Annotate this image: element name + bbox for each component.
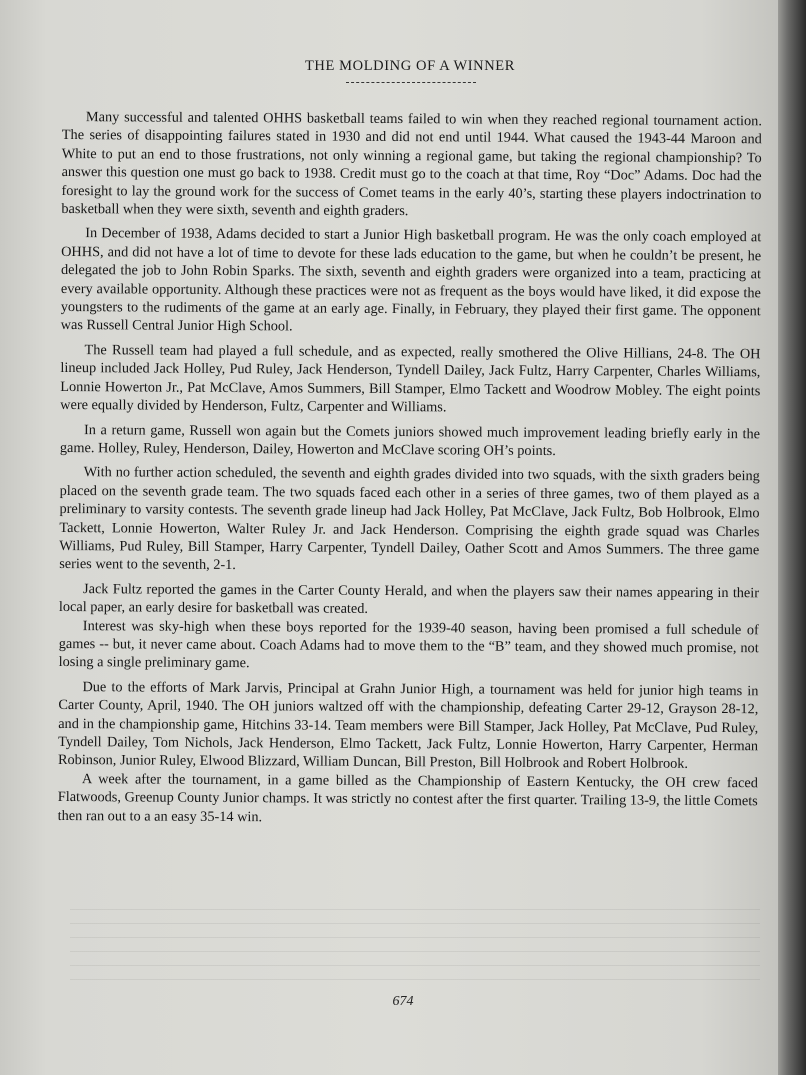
book-spine-edge: [778, 0, 806, 1075]
title-underline: [346, 82, 476, 83]
show-through-texture: [70, 900, 760, 980]
paragraph: In December of 1938, Adams decided to start a Junior High basketball program. He was the only coach employed at OHHS, and did not have a lot of time to devote for these lads education to the game, but when he couldn’t be present, he delegated the job to John Robin Sparks. The sixth, seventh and eighth graders were organized into a team, practicing at every available opportunity. Although these practices were not as frequent as the boys would have liked, it did expose the youngsters to the rudiments of the game at an early age. Finally, in February, they played their first game. The opponent was Russell Central Junior High School.: [60, 225, 762, 335]
paragraph: In a return game, Russell won again but the Comets juniors showed much improvement leading briefly early in the game. Holley, Ruley, Henderson, Dailey, Howerton and McClave scoring OH’s points.: [59, 421, 761, 459]
page-title: THE MOLDING OF A WINNER: [304, 58, 516, 74]
paragraph: Interest was sky-high when these boys reported for the 1939-40 season, having been promised a full schedule of games -- but, it never came about. Coach Adams had to move them to the “B” team, and they showed much promise, not losing a single preliminary game.: [58, 617, 759, 672]
paragraph: Jack Fultz reported the games in the Carter County Herald, and when the players saw their names appearing in their local paper, an early desire for basketball was created.: [58, 580, 760, 618]
paragraph: Many successful and talented OHHS basketball teams failed to win when they reached regional tournament action. The series of disappointing failures stated in 1930 and did not end until 1944. What caused the 1943-44 Maroon and White to put an end to those frustrations, not only winning a regional game, but taking the regional championship? To answer this question one must go back to 1938. Credit must go to the coach at that time, Roy “Doc” Adams. Doc had the foresight to lay the ground work for the success of Comet teams in the early 40’s, starting these players indoctrination to basketball when they were sixth, seventh and eighth graders.: [61, 109, 762, 220]
paragraph: Due to the efforts of Mark Jarvis, Principal at Grahn Junior High, a tournament was held for junior high teams in Carter County, April, 1940. The OH juniors waltzed off with the championship, defeating Carter 29-12, Grayson 28-12, and in the championship game, Hitchins 33-14. Team members were Bill Stamper, Jack Holley, Pat McClave, Pud Ruley, Tyndell Dailey, Tom Nichols, Jack Henderson, Elmo Tackett, Jack Fultz, Lonnie Howerton, Harry Carpenter, Herman Robinson, Junior Ruley, Elwood Blizzard, William Duncan, Bill Preston, Bill Holbrook and Robert Holbrook.: [57, 678, 759, 773]
page-number: 674: [392, 994, 414, 1009]
paragraph: With no further action scheduled, the seventh and eighth grades divided into two squads, with the sixth graders being placed on the seventh grade team. The two squads faced each other in a series of three games, two of them played as a preliminary to varsity contests. The seventh grade lineup had Jack Holley, Pat McClave, Jack Fultz, Bob Holbrook, Elmo Tackett, Lonnie Howerton, Walter Ruley Jr. and Jack Henderson. Comprising the eighth grade squad was Charles Williams, Pud Ruley, Bill Stamper, Harry Carpenter, Tyndell Dailey, Oather Scott and Amos Summers. The three game series went to the seventh, 2-1.: [59, 464, 760, 574]
paragraph: The Russell team had played a full schedule, and as expected, really smothered the Olive Hillians, 24-8. The OH lineup included Jack Holley, Pud Ruley, Jack Henderson, Tyndell Dailey, Jack Fultz, Harry Carpenter, Charles Williams, Lonnie Howerton Jr., Pat McClave, Amos Summers, Bill Stamper, Elmo Tackett and Woodrow Mobley. The eight points were equally divided by Henderson, Fultz, Carpenter and Williams.: [60, 342, 761, 416]
paragraph: A week after the tournament, in a game billed as the Championship of Eastern Kentucky, the OH crew faced Flatwoods, Greenup County Junior champs. It was strictly no contest after the first quarter. Trailing 13-9, the little Comets then ran out to a an easy 35-14 win.: [57, 770, 758, 825]
article-body: [58, 108, 762, 835]
